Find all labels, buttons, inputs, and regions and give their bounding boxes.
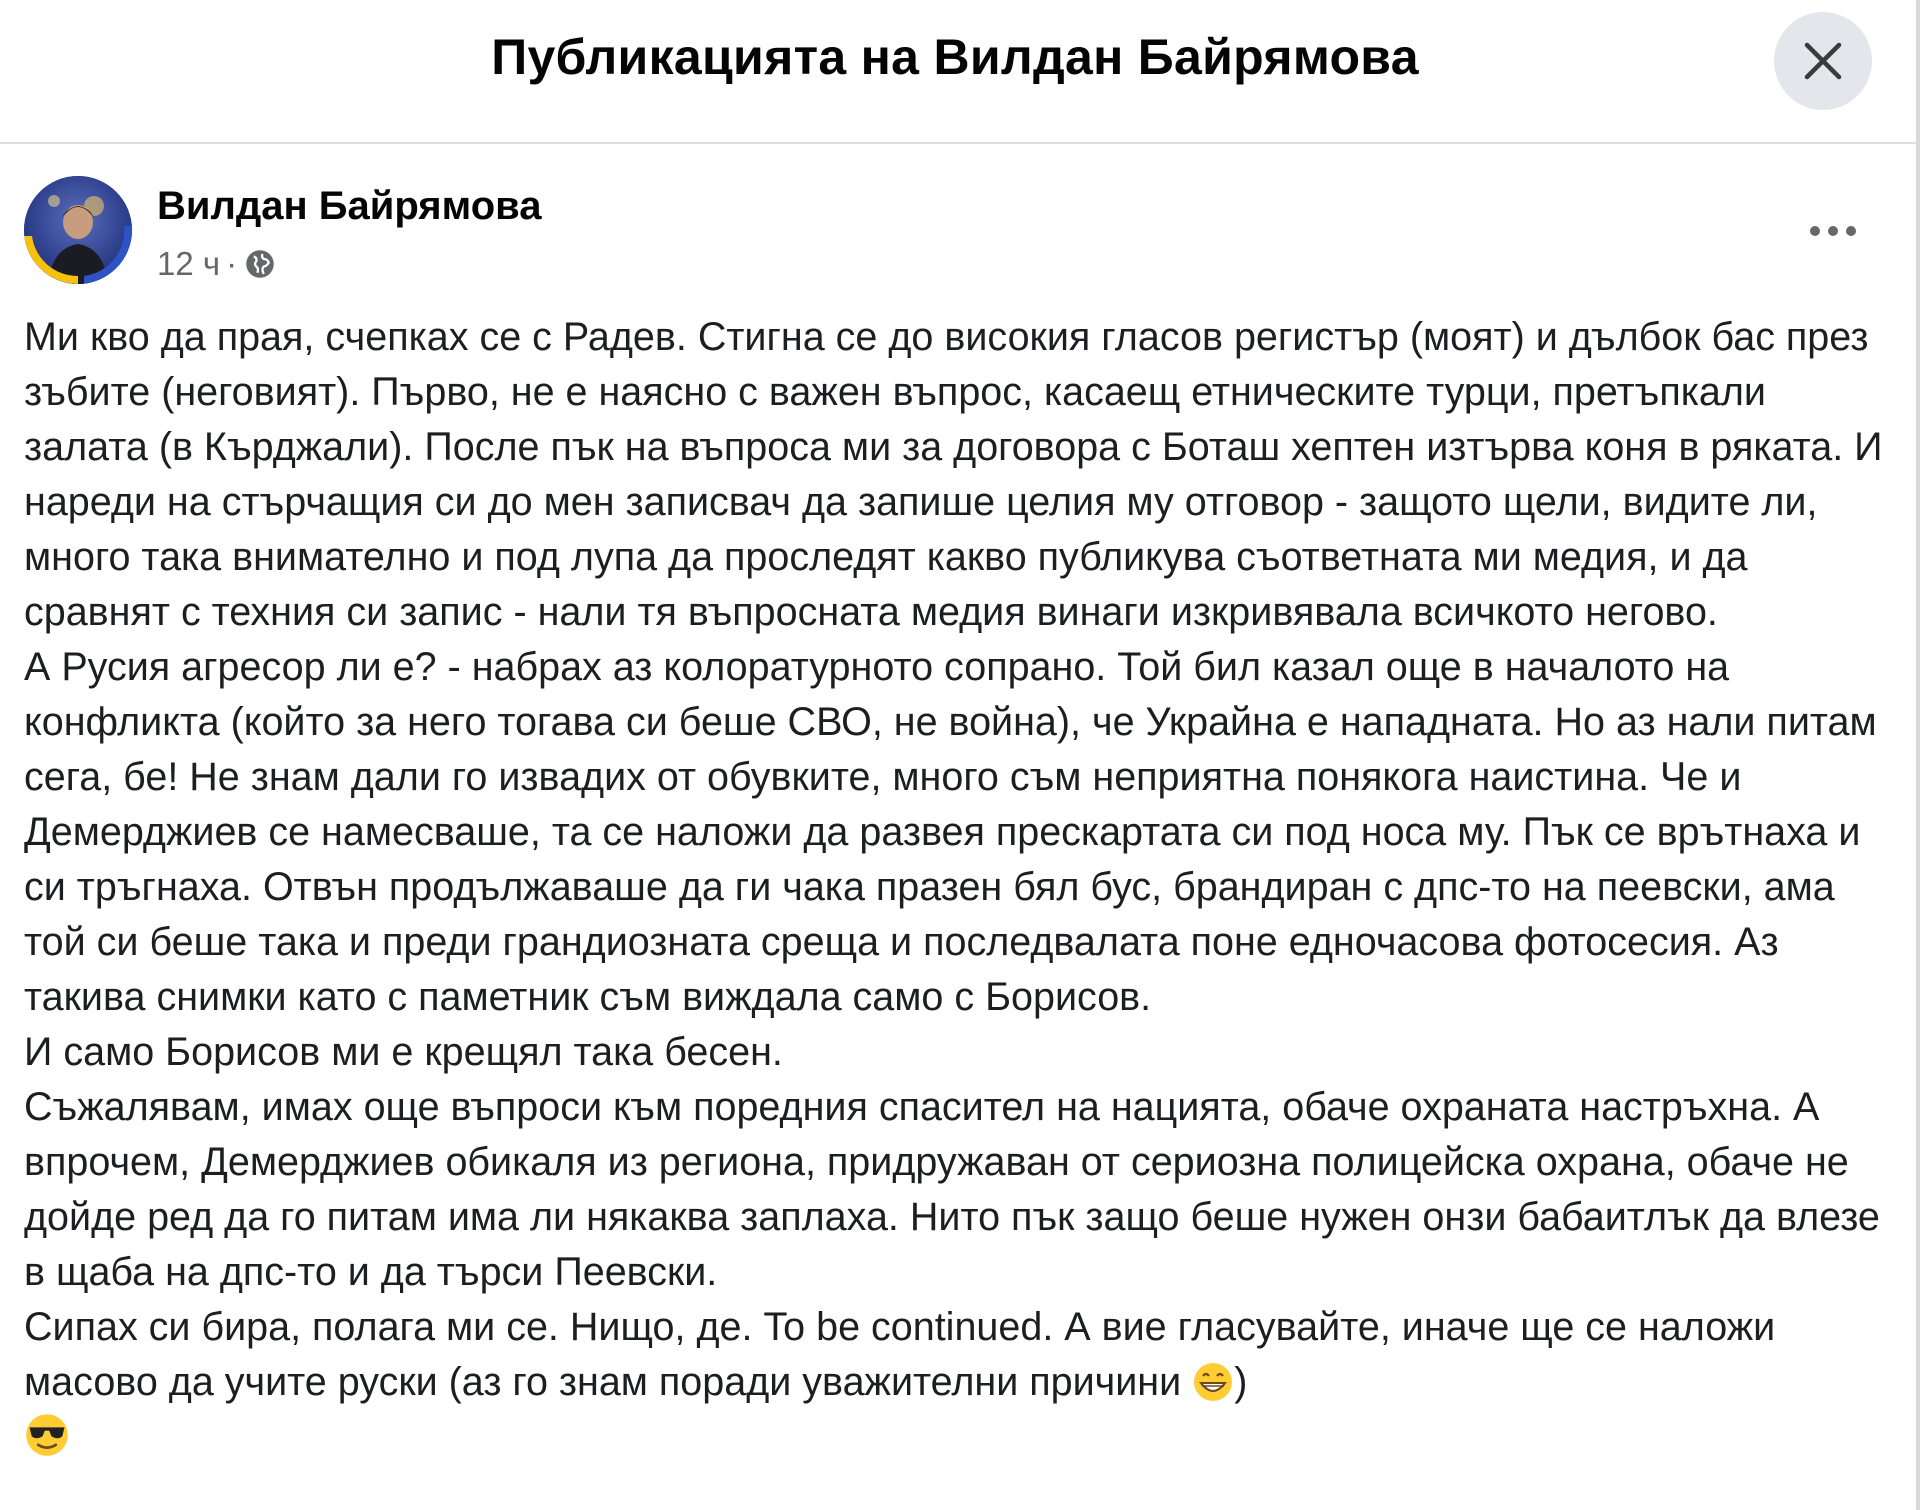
close-icon (1803, 41, 1843, 81)
dialog-title: Публикацията на Вилдан Байрямова (491, 29, 1419, 85)
dialog-header (0, 0, 1916, 144)
post-paragraph-last (24, 1300, 1894, 1410)
post-paragraph: Сипах си бира, полага ми се. Нищо, де. To be continued. А вие гласувайте, иначе ще се наложи масово да учите руски (аз го знам поради уважителни причини (24, 1305, 1787, 1404)
meta-separator: · (226, 245, 238, 282)
post-header (0, 150, 1916, 290)
globe-icon[interactable] (245, 249, 275, 279)
sunglasses-face-emoji (24, 1412, 70, 1458)
post-paragraph: Съжалявам, имах още въпроси към поредния спасител на нацията, обаче охраната настръхна. А впрочем, Демерджиев обикаля из региона, придружаван от сериозна полицейска охрана, обаче не дойде ред да го питам има ли някаква заплаха. Нито пък защо беше нужен онзи бабаитлък да влезе в щаба на дпс-то и да търси Пеевски. (24, 1085, 1891, 1294)
post-meta (157, 245, 275, 283)
post-paragraph: А Русия агресор ли е? - набрах аз колоратурното сопрано. Той бил казал още в началото на конфликта (който за него тогава си беше СВО, не война), че Украйна е нападната. Но аз нали питам сега, бе! Не знам дали го извадих от обувките, много съм неприятна понякога наистина. Че и Демерджиев се намесваше, та се наложи да развея прескартата си под носа му. Пък се врътнаха и си тръгнаха. Отвън продължаваше да ги чака празен бял бус, брандиран с дпс-то на пеевски, ама той си беше така и преди грандиозната среща и последвалата поне едночасова фотосесия. Аз такива снимки като с паметник съм виждала само с Борисов. (24, 645, 1888, 1019)
author-name[interactable]: Вилдан Байрямова (157, 184, 542, 228)
post-paragraph: И само Борисов ми е крещял така бесен. (24, 1030, 783, 1074)
grinning-face-emoji (1192, 1361, 1234, 1403)
more-options-button[interactable] (1800, 198, 1866, 264)
more-horizontal-icon (1809, 225, 1857, 237)
post-paragraph: Ми кво да прая, счепках се с Радев. Стигна се до високия гласов регистър (моят) и дълбок бас през зъбите (неговият). Първо, не е наясно с важен въпрос, касаещ етническите турци, претъпкали залата (в Кърджали). После пък на въпроса ми за договора с Боташ хептен изтърва коня в ряката. И нареди на стърчащия си до мен записвач да запише целия му отговор - защото щели, видите ли, много така внимателно и под лупа да проследят какво публикува съответната ми медия, и да сравнят с техния си запис - нали тя въпросната медия винаги изкривявала всичкото негово. (24, 315, 1894, 634)
post-text (24, 310, 1894, 1465)
avatar[interactable] (24, 176, 132, 284)
post-time[interactable]: 12 ч (157, 245, 221, 282)
emoji-line (24, 1410, 1894, 1465)
close-button[interactable] (1774, 12, 1872, 110)
closing-paren: ) (1234, 1360, 1248, 1404)
